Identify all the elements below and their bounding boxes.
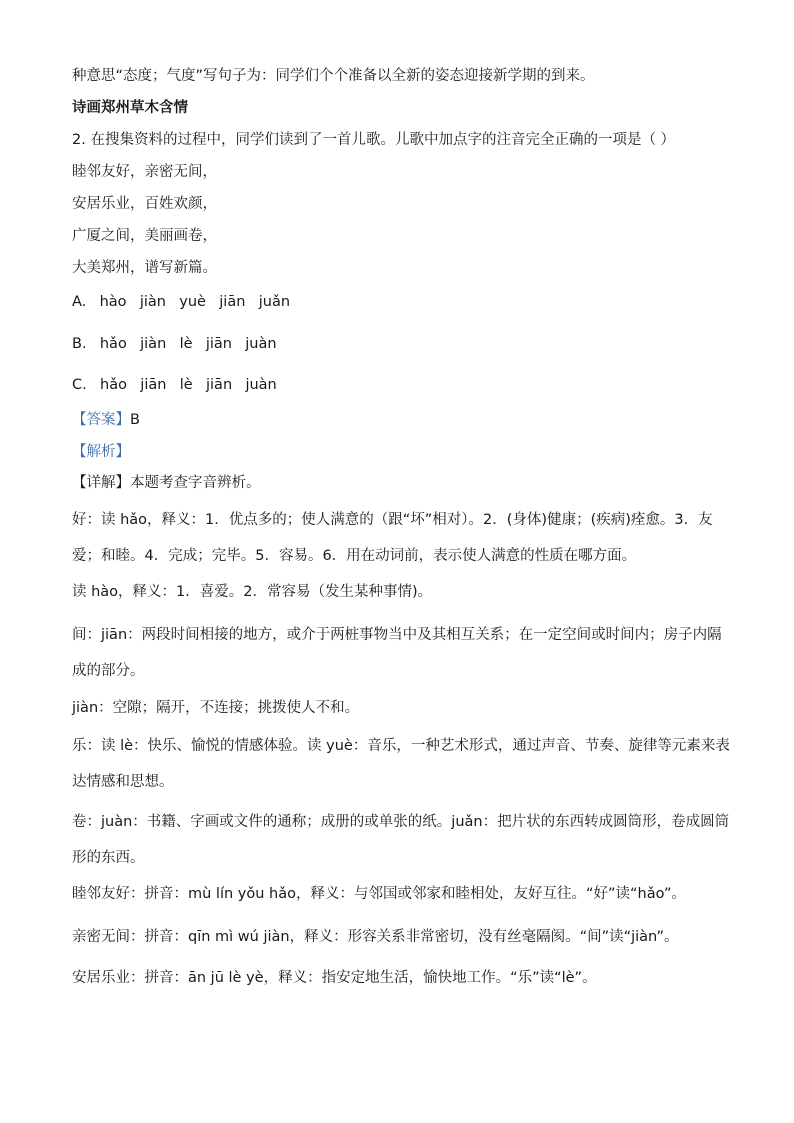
answer-tag: 【答案】 bbox=[72, 412, 130, 428]
option-c: C. hǎo jiān lè jiān juàn bbox=[72, 377, 277, 393]
explain-jian: 间：jiān：两段时间相接的地方，或介于两桩事物当中及其相互关系；在一定空间或时间内；房子内隔成的部分。 bbox=[72, 627, 722, 679]
option-a: A. hào jiàn yuè jiān juǎn bbox=[72, 294, 291, 310]
question-2: 2. 在搜集资料的过程中，同学们读到了一首儿歌。儿歌中加点字的注音完全正确的一项是（ ） bbox=[72, 132, 676, 148]
explain-hao: 好：读 hǎo，释义：1．优点多的；使人满意的（跟“坏”相对）。2．(身体)健康；(疾病)痊愈。3．友爱；和睦。4．完成；完毕。5．容易。6．用在动词前，表示使人满意的性质在哪方面。 bbox=[72, 512, 713, 564]
section-heading: 诗画郑州草木含情 bbox=[72, 100, 188, 116]
poem-line: 大美郑州，谱写新篇。 bbox=[72, 260, 217, 276]
poem-line: 睦邻友好，亲密无间， bbox=[72, 164, 217, 180]
explain-qinmi: 亲密无间：拼音：qīn mì wú jiàn，释义：形容关系非常密切，没有丝毫隔阂。“间”读“jiàn”。 bbox=[72, 929, 679, 945]
explain-mulin: 睦邻友好：拼音：mù lín yǒu hǎo，释义：与邻国或邻家和睦相处，友好互往。“好”读“hǎo”。 bbox=[72, 886, 686, 902]
explain-hao-2: 读 hào，释义：1．喜爱。2．常容易（发生某种事情)。 bbox=[72, 584, 433, 600]
option-b: B. hǎo jiàn lè jiān juàn bbox=[72, 336, 277, 352]
answer-value: B bbox=[130, 412, 140, 428]
explain-anju: 安居乐业：拼音：ān jū lè yè，释义：指安定地生活，愉快地工作。“乐”读“lè”。 bbox=[72, 970, 597, 986]
poem-line: 广厦之间，美丽画卷， bbox=[72, 228, 217, 244]
detail-text: 本题考查字音辨析。 bbox=[130, 475, 261, 491]
analysis-tag: 【解析】 bbox=[72, 444, 130, 460]
answer-line bbox=[72, 410, 732, 430]
poem-line: 安居乐业，百姓欢颜， bbox=[72, 196, 217, 212]
explain-le: 乐：读 lè：快乐、愉悦的情感体验。读 yuè：音乐，一种艺术形式，通过声音、节奏、旋律等元素来表达情感和思想。 bbox=[72, 738, 730, 790]
detail-tag: 【详解】 bbox=[72, 475, 130, 491]
explain-jian-2: jiàn：空隙；隔开，不连接；挑拨使人不和。 bbox=[72, 700, 360, 716]
detail-line bbox=[72, 473, 732, 493]
explain-juan: 卷：juàn：书籍、字画或文件的通称；成册的或单张的纸。juǎn：把片状的东西转成圆筒形，卷成圆筒形的东西。 bbox=[72, 814, 730, 866]
text-line: 种意思“态度；气度”写句子为：同学们个个准备以全新的姿态迎接新学期的到来。 bbox=[72, 68, 595, 84]
